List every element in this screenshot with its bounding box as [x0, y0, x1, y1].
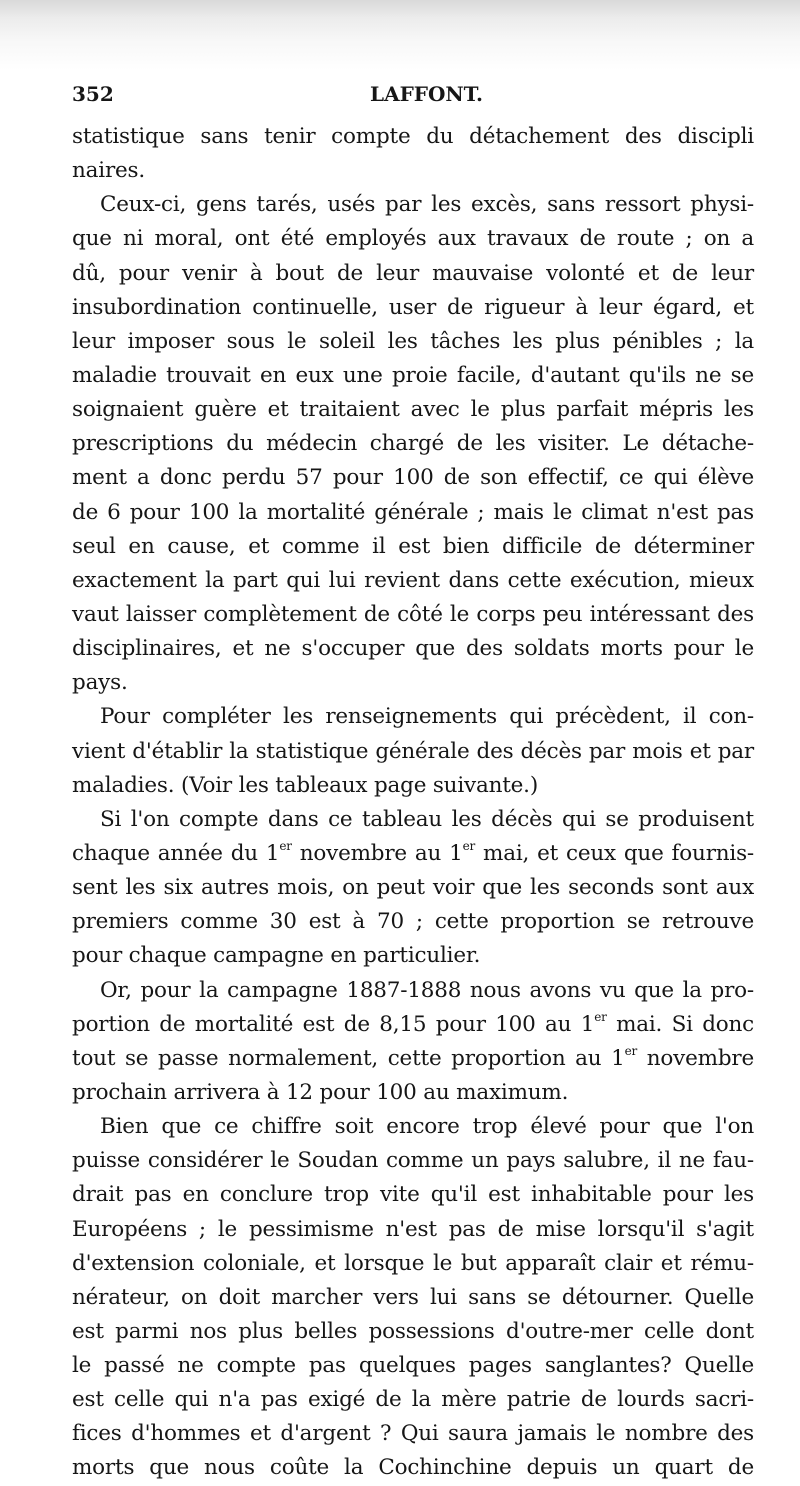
text-line: maladies. (Voir les tableaux page suivante.) [72, 772, 539, 798]
text-line: est celle qui n'a pas exigé de la mère patrie de lourds sacri- [72, 1387, 754, 1413]
text-line: insubordination continuelle, user de rigueur à leur égard, et [72, 294, 754, 320]
text-line: puisse considérer le Soudan comme un pays salubre, il ne fau- [72, 1148, 754, 1174]
text-line: leur imposer sous le soleil les tâches les plus pénibles ; la [72, 328, 754, 354]
text-line: de 6 pour 100 la mortalité générale ; mais le climat n'est pas [72, 499, 754, 525]
text-line: vaut laisser complètement de côté le corps peu intéressant des [72, 601, 754, 627]
text-line: Européens ; le pessimisme n'est pas de mise lorsqu'il s'agit [72, 1216, 754, 1242]
text-line: dû, pour venir à bout de leur mauvaise volonté et de leur [72, 260, 754, 286]
text-line: est parmi nos plus belles possessions d'outre-mer celle dont [72, 1318, 754, 1344]
text-line: que ni moral, ont été employés aux travaux de route ; on a [72, 226, 754, 252]
text-line: morts que nous coûte la Cochinchine depuis un quart de [72, 1455, 754, 1481]
text-line: tout se passe normalement, cette proportion au 1er novembre [72, 1043, 754, 1071]
text-line: maladie trouvait en eux une proie facile, d'autant qu'ils ne se [72, 362, 754, 388]
running-head: LAFFONT. [370, 82, 483, 106]
text-line: nérateur, on doit marcher vers lui sans se détourner. Quelle [72, 1284, 754, 1310]
body-text [72, 120, 754, 1486]
text-line: Ceux-ci, gens tarés, usés par les excès, sans ressort physi- [100, 192, 754, 218]
text-line: drait pas en conclure trop vite qu'il est inhabitable pour les [72, 1182, 754, 1208]
page-number: 352 [72, 82, 114, 106]
text-line: prochain arrivera à 12 pour 100 au maximum. [72, 1079, 569, 1105]
text-line: pays. [72, 670, 128, 696]
text-line: ment a donc perdu 57 pour 100 de son effectif, ce qui élève [72, 465, 754, 491]
text-line: soignaient guère et traitaient avec le plus parfait mépris les [72, 397, 754, 423]
text-line: fices d'hommes et d'argent ? Qui saura jamais le nombre des [72, 1421, 754, 1447]
text-line: portion de mortalité est de 8,15 pour 100 au 1er mai. Si donc [72, 1009, 754, 1037]
text-line: exactement la part qui lui revient dans cette exécution, mieux [72, 567, 754, 593]
text-line: Si l'on compte dans ce tableau les décès qui se produisent [100, 806, 754, 832]
text-line: vient d'établir la statistique générale des décès par mois et par [72, 738, 754, 764]
text-line: pour chaque campagne en particulier. [72, 943, 481, 969]
text-line: Or, pour la campagne 1887-1888 nous avons vu que la pro- [100, 977, 754, 1003]
text-line: chaque année du 1er novembre au 1er mai, et ceux que fournis- [72, 838, 754, 866]
text-line: naires. [72, 158, 146, 184]
text-line: le passé ne compte pas quelques pages sanglantes? Quelle [72, 1353, 754, 1379]
text-line: sent les six autres mois, on peut voir que les seconds sont aux [72, 875, 754, 901]
text-line: d'extension coloniale, et lorsque le but apparaît clair et rému- [72, 1250, 754, 1276]
text-line: disciplinaires, et ne s'occuper que des soldats morts pour le [72, 636, 754, 662]
text-line: statistique sans tenir compte du détachement des discipli [72, 124, 754, 149]
page-header [72, 82, 752, 112]
text-line: premiers comme 30 est à 70 ; cette proportion se retrouve [72, 909, 754, 935]
text-line: seul en cause, et comme il est bien difficile de déterminer [72, 533, 754, 559]
text-line: Bien que ce chiffre soit encore trop élevé pour que l'on [100, 1114, 754, 1140]
text-line: prescriptions du médecin chargé de les visiter. Le détache- [72, 431, 754, 457]
text-line: Pour compléter les renseignements qui précèdent, il con- [100, 704, 754, 730]
